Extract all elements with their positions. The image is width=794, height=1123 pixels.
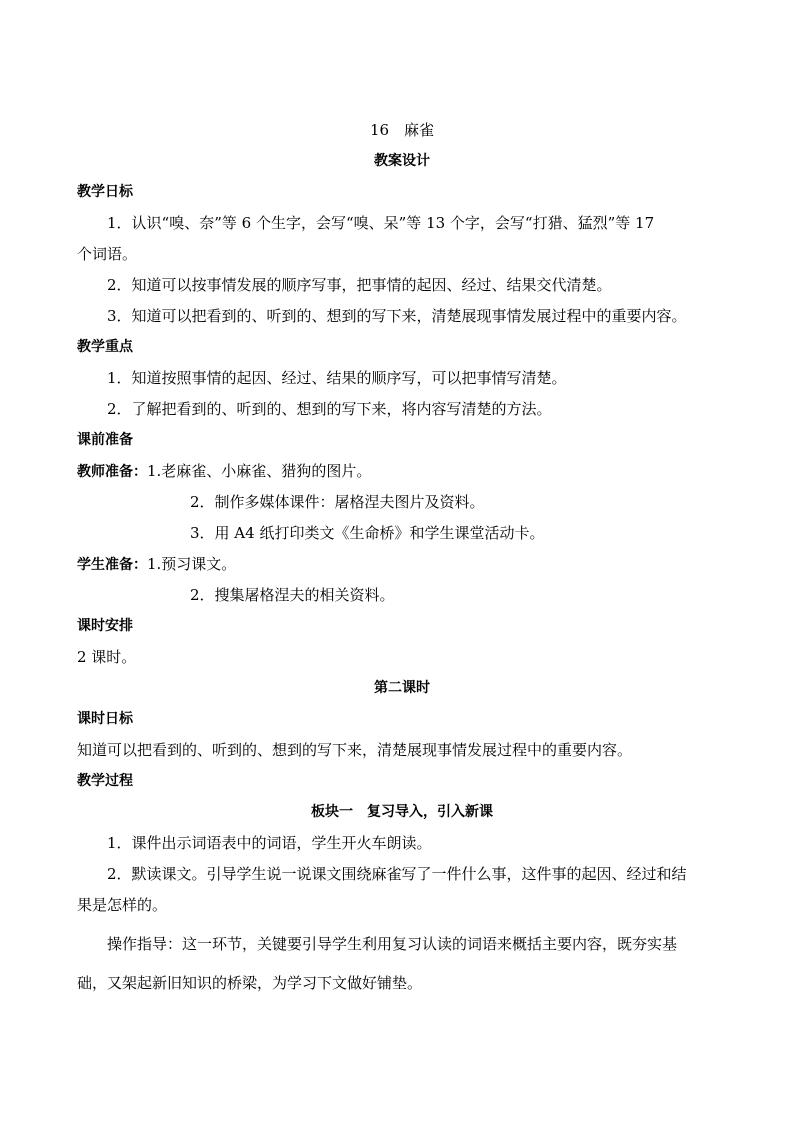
- focus-heading: 教学重点: [77, 339, 133, 355]
- block-1-heading: 板块一 复习导入，引入新课: [311, 804, 493, 820]
- teacher-prep-item-1: 1.老麻雀、小麻雀、猎狗的图片。: [147, 462, 372, 480]
- lesson-subtitle: 教案设计: [374, 153, 430, 169]
- step-2-line-2: 果是怎样的。: [77, 896, 168, 914]
- teacher-prep-item-2: 2．制作多媒体课件：屠格涅夫图片及资料。: [190, 493, 485, 511]
- second-period-heading: 第二课时: [374, 680, 430, 696]
- guide-line-1: 操作指导：这一环节，关键要引导学生利用复习认读的词语来概括主要内容，既夯实基: [107, 935, 678, 953]
- goals-item-1-line-2: 个词语。: [77, 245, 138, 263]
- step-1: 1．课件出示词语表中的词语，学生开火车朗读。: [107, 834, 432, 852]
- teacher-prep-line-1: [77, 461, 727, 482]
- student-prep-label: 学生准备：: [77, 557, 147, 573]
- teacher-prep-label: 教师准备：: [77, 464, 147, 480]
- schedule-heading: 课时安排: [77, 618, 133, 634]
- goals-heading: 教学日标: [77, 184, 133, 200]
- goals-item-2: 2．知道可以按事情发展的顺序写事，把事情的起因、经过、结果交代清楚。: [107, 276, 612, 294]
- schedule-value: 2 课时。: [77, 648, 137, 666]
- guide-line-2: 础，又架起新旧知识的桥梁，为学习下文做好铺垫。: [77, 974, 423, 992]
- focus-item-2: 2．了解把看到的、听到的、想到的写下来，将内容写清楚的方法。: [107, 400, 552, 418]
- goals-item-1-line-1: 1．认识“嗅、奈”等 6 个生字，会写“嗅、呆”等 13 个字，会写“打猎、猛烈”等 17: [107, 214, 655, 232]
- step-2-line-1: 2．默读课文。引导学生说一说课文围绕麻雀写了一件什么事，这件事的起因、经过和结: [107, 865, 687, 883]
- teacher-prep-item-3: 3．用 A4 纸打印类文《生命桥》和学生课堂活动卡。: [190, 524, 545, 542]
- goals-item-3: 3．知道可以把看到的、听到的、想到的写下来，清楚展现事情发展过程中的重要内容。: [107, 307, 687, 325]
- lesson-title: 16 麻雀: [369, 121, 435, 139]
- period-goal-heading: 课时日标: [77, 711, 133, 727]
- process-heading: 教学过程: [77, 773, 133, 789]
- student-prep-line-1: [77, 554, 727, 575]
- period-goal-text: 知道可以把看到的、听到的、想到的写下来，清楚展现事情发展过程中的重要内容。: [77, 741, 633, 759]
- focus-item-1: 1．知道按照事情的起因、经过、结果的顺序写，可以把事情写清楚。: [107, 369, 567, 387]
- prep-heading: 课前准备: [77, 432, 133, 448]
- student-prep-item-2: 2．搜集屠格涅夫的相关资料。: [190, 586, 395, 604]
- student-prep-item-1: 1.预习课文。: [147, 555, 237, 573]
